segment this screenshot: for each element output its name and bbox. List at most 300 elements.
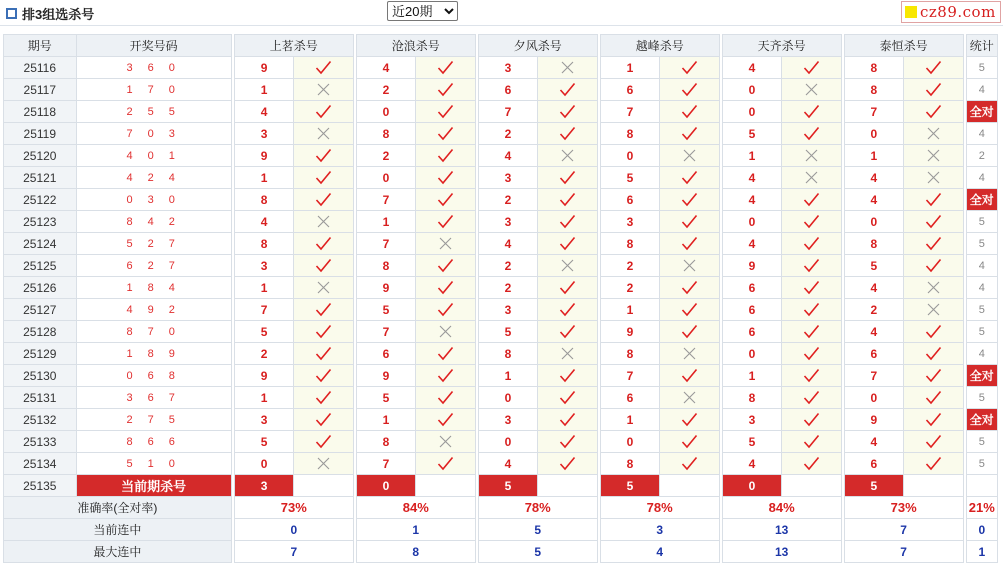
accuracy-row-value: 73% bbox=[234, 497, 353, 519]
check-icon bbox=[294, 387, 353, 409]
issue-cell: 25128 bbox=[4, 321, 77, 343]
draw-number-cell: 6 2 7 bbox=[76, 255, 231, 277]
table-row bbox=[4, 211, 998, 233]
check-icon bbox=[538, 277, 597, 299]
stat-cell: 5 bbox=[966, 321, 997, 343]
cross-icon bbox=[294, 277, 353, 299]
check-icon bbox=[782, 387, 841, 409]
table-row bbox=[4, 453, 998, 475]
kill-number-cell: 0 bbox=[844, 211, 903, 233]
kill-number-cell: 9 bbox=[234, 145, 293, 167]
kill-number-cell: 5 bbox=[722, 123, 781, 145]
check-icon bbox=[660, 211, 719, 233]
max-streak-row-stat: 1 bbox=[966, 541, 997, 563]
max-streak-row-value: 4 bbox=[600, 541, 719, 563]
kill-number-cell: 4 bbox=[356, 57, 415, 79]
check-icon bbox=[538, 365, 597, 387]
kill-number-cell: 2 bbox=[478, 277, 537, 299]
draw-number-cell: 2 7 5 bbox=[76, 409, 231, 431]
cross-icon bbox=[904, 277, 963, 299]
kill-number-cell: 1 bbox=[356, 211, 415, 233]
kill-number-cell: 4 bbox=[722, 57, 781, 79]
kill-number-cell: 2 bbox=[844, 299, 903, 321]
draw-number-cell: 2 5 5 bbox=[76, 101, 231, 123]
kill-number-cell: 2 bbox=[234, 343, 293, 365]
check-icon bbox=[782, 453, 841, 475]
kill-number-cell: 0 bbox=[600, 431, 659, 453]
check-icon bbox=[782, 277, 841, 299]
kill-number-cell: 9 bbox=[722, 255, 781, 277]
draw-number-cell: 1 8 9 bbox=[76, 343, 231, 365]
kill-number-cell: 8 bbox=[844, 233, 903, 255]
issue-cell: 25117 bbox=[4, 79, 77, 101]
check-icon bbox=[538, 79, 597, 101]
kill-number-cell: 7 bbox=[356, 189, 415, 211]
table-row bbox=[4, 277, 998, 299]
kill-number-cell: 5 bbox=[234, 321, 293, 343]
kill-number-cell: 1 bbox=[844, 145, 903, 167]
table-row bbox=[4, 101, 998, 123]
check-icon bbox=[660, 277, 719, 299]
page-title-text: 排3组选杀号 bbox=[22, 7, 95, 22]
check-icon bbox=[660, 123, 719, 145]
kill-number-cell: 8 bbox=[234, 189, 293, 211]
kill-number-cell: 4 bbox=[844, 189, 903, 211]
draw-number-cell: 0 6 8 bbox=[76, 365, 231, 387]
kill-number-cell: 1 bbox=[600, 299, 659, 321]
max-streak-row-value: 5 bbox=[478, 541, 597, 563]
check-icon bbox=[904, 409, 963, 431]
square-icon bbox=[6, 8, 17, 19]
kill-number-cell: 9 bbox=[234, 57, 293, 79]
header-expert-6: 泰恒杀号 bbox=[844, 35, 963, 57]
check-icon bbox=[416, 255, 475, 277]
kill-number-cell: 4 bbox=[844, 321, 903, 343]
stat-cell: 4 bbox=[966, 343, 997, 365]
table-row bbox=[4, 299, 998, 321]
check-icon bbox=[294, 189, 353, 211]
check-icon bbox=[538, 101, 597, 123]
cross-icon bbox=[904, 145, 963, 167]
check-icon bbox=[782, 211, 841, 233]
check-icon bbox=[294, 167, 353, 189]
draw-number-cell: 3 6 7 bbox=[76, 387, 231, 409]
kill-number-cell: 4 bbox=[722, 233, 781, 255]
cross-icon bbox=[782, 167, 841, 189]
kill-number-cell: 1 bbox=[234, 167, 293, 189]
draw-number-cell: 5 2 7 bbox=[76, 233, 231, 255]
check-icon bbox=[660, 101, 719, 123]
period-select[interactable] bbox=[387, 1, 458, 21]
check-icon bbox=[904, 453, 963, 475]
stat-cell: 4 bbox=[966, 123, 997, 145]
kill-number-cell: 1 bbox=[722, 145, 781, 167]
cross-icon bbox=[416, 233, 475, 255]
kill-number-cell: 4 bbox=[722, 453, 781, 475]
kill-number-cell: 3 bbox=[478, 211, 537, 233]
top-bar bbox=[0, 0, 1003, 26]
issue-cell: 25118 bbox=[4, 101, 77, 123]
kill-number-cell: 4 bbox=[844, 431, 903, 453]
check-icon bbox=[416, 343, 475, 365]
kill-number-cell: 6 bbox=[600, 79, 659, 101]
cross-icon bbox=[294, 123, 353, 145]
page-title bbox=[6, 4, 94, 23]
kill-number-cell: 0 bbox=[478, 387, 537, 409]
check-icon bbox=[294, 233, 353, 255]
kill-number-cell: 9 bbox=[356, 365, 415, 387]
table-header bbox=[4, 35, 998, 57]
kill-number-cell: 8 bbox=[234, 233, 293, 255]
kill-number-cell: 7 bbox=[356, 321, 415, 343]
check-icon bbox=[416, 387, 475, 409]
table-row bbox=[4, 321, 998, 343]
check-icon bbox=[294, 431, 353, 453]
issue-cell: 25126 bbox=[4, 277, 77, 299]
check-icon bbox=[782, 123, 841, 145]
check-icon bbox=[660, 167, 719, 189]
kill-number-cell: 2 bbox=[356, 145, 415, 167]
kill-number-cell: 8 bbox=[844, 79, 903, 101]
check-icon bbox=[416, 189, 475, 211]
check-icon bbox=[782, 431, 841, 453]
check-icon bbox=[904, 233, 963, 255]
check-icon bbox=[538, 321, 597, 343]
current-streak-row-label: 当前连中 bbox=[4, 519, 232, 541]
kill-number-cell: 3 bbox=[478, 167, 537, 189]
header-issue: 期号 bbox=[4, 35, 77, 57]
kill-number-cell: 8 bbox=[600, 453, 659, 475]
cross-icon bbox=[660, 145, 719, 167]
check-icon bbox=[660, 409, 719, 431]
check-icon bbox=[660, 431, 719, 453]
kill-number-cell: 0 bbox=[722, 101, 781, 123]
cross-icon bbox=[660, 255, 719, 277]
check-icon bbox=[416, 409, 475, 431]
check-icon bbox=[782, 299, 841, 321]
check-icon bbox=[416, 211, 475, 233]
stat-cell: 4 bbox=[966, 277, 997, 299]
check-icon bbox=[416, 79, 475, 101]
kill-number-cell: 3 bbox=[722, 409, 781, 431]
kill-number-cell: 1 bbox=[234, 277, 293, 299]
check-icon bbox=[538, 431, 597, 453]
cross-icon bbox=[904, 123, 963, 145]
issue-cell: 25125 bbox=[4, 255, 77, 277]
kill-number-cell: 6 bbox=[722, 277, 781, 299]
stat-cell: 5 bbox=[966, 453, 997, 475]
kill-number-cell: 7 bbox=[600, 101, 659, 123]
issue-cell: 25124 bbox=[4, 233, 77, 255]
check-icon bbox=[538, 409, 597, 431]
kill-number-cell: 1 bbox=[234, 79, 293, 101]
kill-number-cell: 6 bbox=[356, 343, 415, 365]
table-row bbox=[4, 167, 998, 189]
cross-icon bbox=[538, 255, 597, 277]
issue-cell: 25122 bbox=[4, 189, 77, 211]
all-correct-badge: 全对 bbox=[966, 101, 997, 123]
table-row bbox=[4, 343, 998, 365]
draw-number-cell: 5 1 0 bbox=[76, 453, 231, 475]
check-icon bbox=[782, 57, 841, 79]
kill-number-cell: 4 bbox=[234, 211, 293, 233]
current-kill-number: 5 bbox=[600, 475, 659, 497]
kill-number-cell: 3 bbox=[478, 57, 537, 79]
check-icon bbox=[294, 321, 353, 343]
issue-cell: 25127 bbox=[4, 299, 77, 321]
check-icon bbox=[416, 277, 475, 299]
kill-number-cell: 7 bbox=[356, 233, 415, 255]
table-row bbox=[4, 145, 998, 167]
current-streak-row-value: 0 bbox=[234, 519, 353, 541]
kill-number-cell: 0 bbox=[722, 343, 781, 365]
check-icon bbox=[416, 365, 475, 387]
check-icon bbox=[904, 387, 963, 409]
kill-number-cell: 8 bbox=[356, 255, 415, 277]
kill-number-cell: 5 bbox=[356, 387, 415, 409]
table-row bbox=[4, 189, 998, 211]
cross-icon bbox=[416, 321, 475, 343]
header-expert-5: 天齐杀号 bbox=[722, 35, 841, 57]
check-icon bbox=[294, 57, 353, 79]
check-icon bbox=[660, 57, 719, 79]
max-streak-row-value: 7 bbox=[844, 541, 963, 563]
table-row bbox=[4, 409, 998, 431]
accuracy-row bbox=[4, 497, 998, 519]
check-icon bbox=[782, 233, 841, 255]
cross-icon bbox=[294, 79, 353, 101]
accuracy-row-stat: 21% bbox=[966, 497, 997, 519]
kill-number-cell: 9 bbox=[356, 277, 415, 299]
kill-number-cell: 0 bbox=[722, 211, 781, 233]
check-icon bbox=[904, 79, 963, 101]
kill-number-cell: 6 bbox=[722, 321, 781, 343]
table-row bbox=[4, 79, 998, 101]
check-icon bbox=[782, 409, 841, 431]
check-icon bbox=[416, 101, 475, 123]
check-icon bbox=[660, 299, 719, 321]
check-icon bbox=[904, 57, 963, 79]
table-row bbox=[4, 123, 998, 145]
cross-icon bbox=[294, 211, 353, 233]
kill-number-cell: 6 bbox=[722, 299, 781, 321]
kill-number-cell: 0 bbox=[844, 387, 903, 409]
current-streak-row-value: 7 bbox=[844, 519, 963, 541]
kill-number-cell: 5 bbox=[356, 299, 415, 321]
check-icon bbox=[904, 101, 963, 123]
table-row bbox=[4, 233, 998, 255]
header-stat: 统计 bbox=[966, 35, 997, 57]
check-icon bbox=[538, 123, 597, 145]
stat-cell: 4 bbox=[966, 167, 997, 189]
table-row bbox=[4, 365, 998, 387]
stat-cell: 5 bbox=[966, 387, 997, 409]
kill-number-cell: 4 bbox=[234, 101, 293, 123]
issue-cell: 25129 bbox=[4, 343, 77, 365]
check-icon bbox=[904, 255, 963, 277]
kill-number-cell: 7 bbox=[478, 101, 537, 123]
max-streak-row-label: 最大连中 bbox=[4, 541, 232, 563]
kill-number-cell: 3 bbox=[478, 299, 537, 321]
check-icon bbox=[782, 101, 841, 123]
max-streak-row-value: 8 bbox=[356, 541, 475, 563]
stat-cell: 5 bbox=[966, 211, 997, 233]
kill-number-cell: 3 bbox=[234, 255, 293, 277]
kill-number-cell: 2 bbox=[478, 255, 537, 277]
check-icon bbox=[294, 409, 353, 431]
check-icon bbox=[904, 189, 963, 211]
issue-cell: 25133 bbox=[4, 431, 77, 453]
draw-number-cell: 4 0 1 bbox=[76, 145, 231, 167]
current-kill-number: 0 bbox=[722, 475, 781, 497]
stat-cell: 2 bbox=[966, 145, 997, 167]
kill-number-cell: 2 bbox=[478, 123, 537, 145]
stat-cell: 4 bbox=[966, 79, 997, 101]
stat-cell: 5 bbox=[966, 431, 997, 453]
issue-cell: 25132 bbox=[4, 409, 77, 431]
kill-number-cell: 0 bbox=[722, 79, 781, 101]
check-icon bbox=[538, 211, 597, 233]
draw-number-cell: 7 0 3 bbox=[76, 123, 231, 145]
kill-number-table bbox=[3, 34, 998, 563]
cross-icon bbox=[782, 145, 841, 167]
kill-number-cell: 0 bbox=[600, 145, 659, 167]
check-icon bbox=[904, 321, 963, 343]
cross-icon bbox=[660, 343, 719, 365]
draw-number-cell: 4 2 4 bbox=[76, 167, 231, 189]
check-icon bbox=[538, 233, 597, 255]
kill-number-cell: 4 bbox=[722, 167, 781, 189]
table-row bbox=[4, 255, 998, 277]
header-expert-4: 越峰杀号 bbox=[600, 35, 719, 57]
current-period-row bbox=[4, 475, 998, 497]
cross-icon bbox=[416, 431, 475, 453]
check-icon bbox=[294, 101, 353, 123]
check-icon bbox=[416, 57, 475, 79]
draw-number-cell: 4 9 2 bbox=[76, 299, 231, 321]
kill-number-cell: 8 bbox=[478, 343, 537, 365]
kill-number-cell: 5 bbox=[234, 431, 293, 453]
check-icon bbox=[660, 233, 719, 255]
kill-number-cell: 8 bbox=[600, 343, 659, 365]
check-icon bbox=[294, 255, 353, 277]
kill-number-cell: 1 bbox=[234, 387, 293, 409]
current-kill-number: 5 bbox=[844, 475, 903, 497]
kill-number-cell: 4 bbox=[844, 167, 903, 189]
current-kill-number: 5 bbox=[478, 475, 537, 497]
check-icon bbox=[538, 299, 597, 321]
kill-number-cell: 0 bbox=[478, 431, 537, 453]
check-icon bbox=[782, 189, 841, 211]
check-icon bbox=[294, 145, 353, 167]
kill-number-cell: 5 bbox=[600, 167, 659, 189]
kill-number-cell: 0 bbox=[356, 167, 415, 189]
issue-cell: 25131 bbox=[4, 387, 77, 409]
check-icon bbox=[904, 365, 963, 387]
kill-number-cell: 2 bbox=[356, 79, 415, 101]
check-icon bbox=[904, 211, 963, 233]
issue-cell: 25120 bbox=[4, 145, 77, 167]
kill-number-cell: 0 bbox=[234, 453, 293, 475]
cross-icon bbox=[904, 299, 963, 321]
kill-number-cell: 9 bbox=[600, 321, 659, 343]
kill-number-cell: 8 bbox=[356, 431, 415, 453]
check-icon bbox=[294, 299, 353, 321]
table-row bbox=[4, 387, 998, 409]
check-icon bbox=[416, 453, 475, 475]
cross-icon bbox=[660, 387, 719, 409]
kill-number-cell: 6 bbox=[844, 453, 903, 475]
issue-cell: 25119 bbox=[4, 123, 77, 145]
kill-number-cell: 4 bbox=[478, 453, 537, 475]
issue-cell: 25116 bbox=[4, 57, 77, 79]
stat-cell: 5 bbox=[966, 57, 997, 79]
kill-number-cell: 2 bbox=[478, 189, 537, 211]
accuracy-row-value: 73% bbox=[844, 497, 963, 519]
all-correct-badge: 全对 bbox=[966, 189, 997, 211]
cross-icon bbox=[538, 57, 597, 79]
check-icon bbox=[538, 167, 597, 189]
kill-number-cell: 9 bbox=[844, 409, 903, 431]
kill-number-cell: 2 bbox=[600, 255, 659, 277]
current-streak-row bbox=[4, 519, 998, 541]
kill-number-cell: 1 bbox=[600, 57, 659, 79]
kill-number-cell: 0 bbox=[844, 123, 903, 145]
current-kill-number: 3 bbox=[234, 475, 293, 497]
accuracy-row-value: 84% bbox=[722, 497, 841, 519]
issue-cell: 25121 bbox=[4, 167, 77, 189]
check-icon bbox=[538, 387, 597, 409]
kill-number-cell: 5 bbox=[844, 255, 903, 277]
check-icon bbox=[782, 321, 841, 343]
site-logo[interactable] bbox=[901, 1, 1001, 23]
header-draw: 开奖号码 bbox=[76, 35, 231, 57]
current-streak-row-value: 5 bbox=[478, 519, 597, 541]
check-icon bbox=[782, 343, 841, 365]
cross-icon bbox=[904, 167, 963, 189]
accuracy-row-value: 84% bbox=[356, 497, 475, 519]
current-streak-row-stat: 0 bbox=[966, 519, 997, 541]
check-icon bbox=[416, 299, 475, 321]
kill-number-cell: 7 bbox=[234, 299, 293, 321]
kill-number-cell: 6 bbox=[478, 79, 537, 101]
all-correct-badge: 全对 bbox=[966, 365, 997, 387]
accuracy-row-value: 78% bbox=[600, 497, 719, 519]
check-icon bbox=[416, 167, 475, 189]
kill-number-cell: 4 bbox=[722, 189, 781, 211]
kill-number-cell: 4 bbox=[478, 145, 537, 167]
kill-number-cell: 6 bbox=[844, 343, 903, 365]
draw-number-cell: 8 4 2 bbox=[76, 211, 231, 233]
kill-number-cell: 4 bbox=[844, 277, 903, 299]
kill-number-cell: 8 bbox=[600, 123, 659, 145]
kill-number-cell: 7 bbox=[844, 365, 903, 387]
kill-number-cell: 1 bbox=[600, 409, 659, 431]
draw-number-cell: 8 7 0 bbox=[76, 321, 231, 343]
table-row bbox=[4, 431, 998, 453]
kill-number-cell: 8 bbox=[356, 123, 415, 145]
draw-number-cell: 1 7 0 bbox=[76, 79, 231, 101]
current-kill-label: 当前期杀号 bbox=[76, 475, 231, 497]
current-streak-row-value: 13 bbox=[722, 519, 841, 541]
kill-number-cell: 1 bbox=[478, 365, 537, 387]
kill-number-cell: 8 bbox=[600, 233, 659, 255]
check-icon bbox=[660, 321, 719, 343]
stat-cell: 5 bbox=[966, 299, 997, 321]
check-icon bbox=[294, 365, 353, 387]
kill-number-cell: 1 bbox=[356, 409, 415, 431]
kill-number-cell: 4 bbox=[478, 233, 537, 255]
